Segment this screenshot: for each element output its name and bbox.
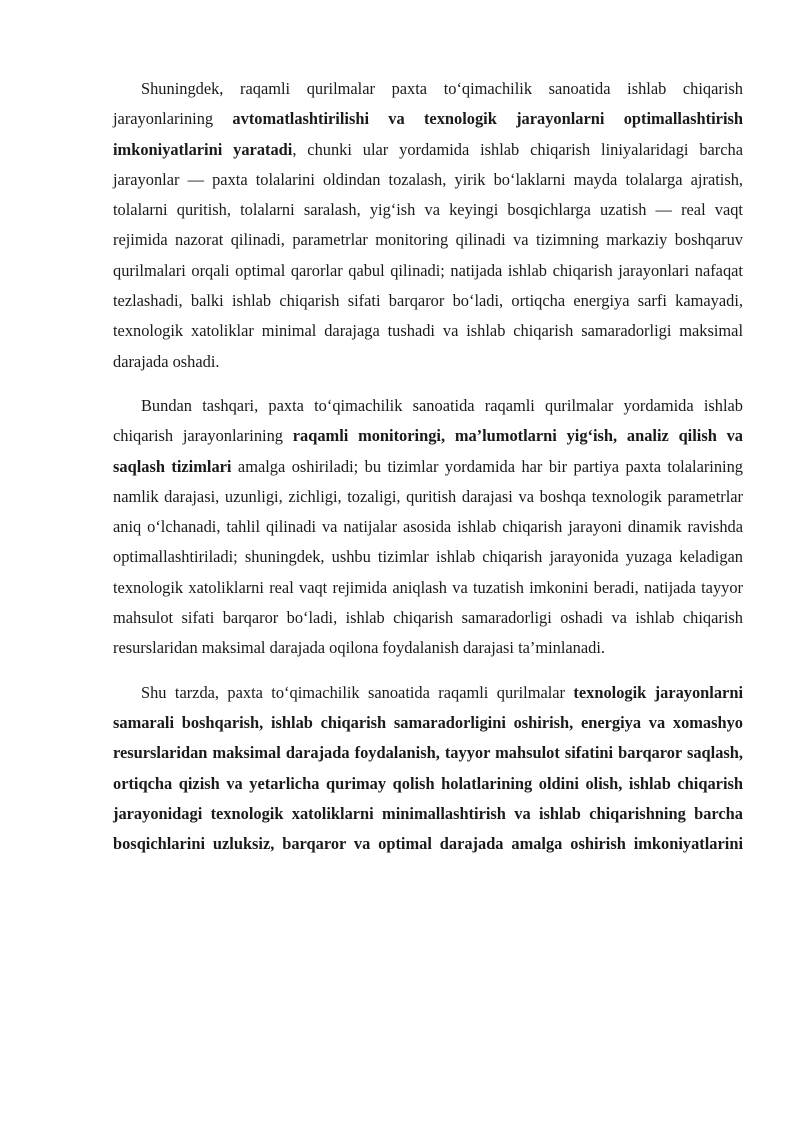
paragraph-1 (113, 74, 743, 377)
paragraph-2-text: Bundan tashqari, paxta to‘qimachilik sanoatida raqamli qurilmalar yordamida ishlab chiqarish jarayonlarining (113, 395, 743, 446)
paragraph-2-bold-text: raqamli monitoringi, ma’lumotlarni yig‘ish, analiz qilish va saqlash tizimlari (113, 426, 744, 476)
paragraph-1-text-continued: , chunki ular yordamida ishlab chiqarish liniyalaridagi barcha jarayonlar — paxta tolalarini oldindan tozalash, yirik bo‘laklarni mayda tolalarga ajratish, tolalarni quritish, tolalarni saralash, yig‘ish va keyingi bosqichlarga uzatish — real vaqt rejimida nazorat qilinadi, parametrlar monitoring qilinadi va tizimning markaziy boshqaruv qurilmalari orqali optimal qarorlar qabul qilinadi; natijada ishlab chiqarish jarayonlari nafaqat tezlashadi, balki ishlab chiqarish sifati barqaror bo‘ladi, ortiqcha energiya sarfi kamayadi, texnologik xatoliklar minimal darajaga tushadi va ishlab chiqarish samaradorligi maksimal darajada oshadi. (113, 139, 743, 371)
document-page (113, 74, 743, 859)
paragraph-1-text: Shuningdek, raqamli qurilmalar paxta to‘qimachilik sanoatida ishlab chiqarish jarayonlarining (113, 79, 743, 129)
paragraph-3-bold-text: texnologik jarayonlarni samarali boshqarish, ishlab chiqarish samaradorligini oshirish, energiya va xomashyo resurslaridan maksimal darajada foydalanish, tayyor mahsulot sifatini barqaror saqlash, ortiqcha qizish va yetarlicha qurimay qolish holatlarining oldini olish, ishlab chiqarish jarayonidagi texnologik xatoliklarni minimallashtirish va ishlab chiqarishning barcha bosqichlarini uzluksiz, barqaror va optimal darajada amalga oshirish imkoniyatlarini (113, 682, 743, 854)
paragraph-2 (113, 391, 743, 664)
paragraph-3-text: Shu tarzda, paxta to‘qimachilik sanoatida raqamli qurilmalar (141, 682, 574, 702)
paragraph-1-bold-text: avtomatlashtirilishi va texnologik jarayonlarni optimallashtirish imkoniyatlarini yaratadi (113, 109, 744, 159)
paragraph-2-text-continued: amalga oshiriladi; bu tizimlar yordamida har bir partiya paxta tolalarining namlik darajasi, uzunligi, zichligi, tozaligi, quritish darajasi va boshqa texnologik parametrlar aniq o‘lchanadi, tahlil qilinadi va natijalar asosida ishlab chiqarish jarayoni dinamik ravishda optimallashtiriladi; shuningdek, ushbu tizimlar ishlab chiqarish jarayonida yuzaga keladigan texnologik xatoliklarni real vaqt rejimida aniqlash va tuzatish imkonini beradi, natijada tayyor mahsulot sifati barqaror bo‘ladi, ishlab chiqarish samaradorligi oshadi va ishlab chiqarish resurslaridan maksimal darajada oqilona foydalanish darajasi ta’minlanadi. (113, 456, 743, 658)
paragraph-3 (113, 678, 743, 860)
